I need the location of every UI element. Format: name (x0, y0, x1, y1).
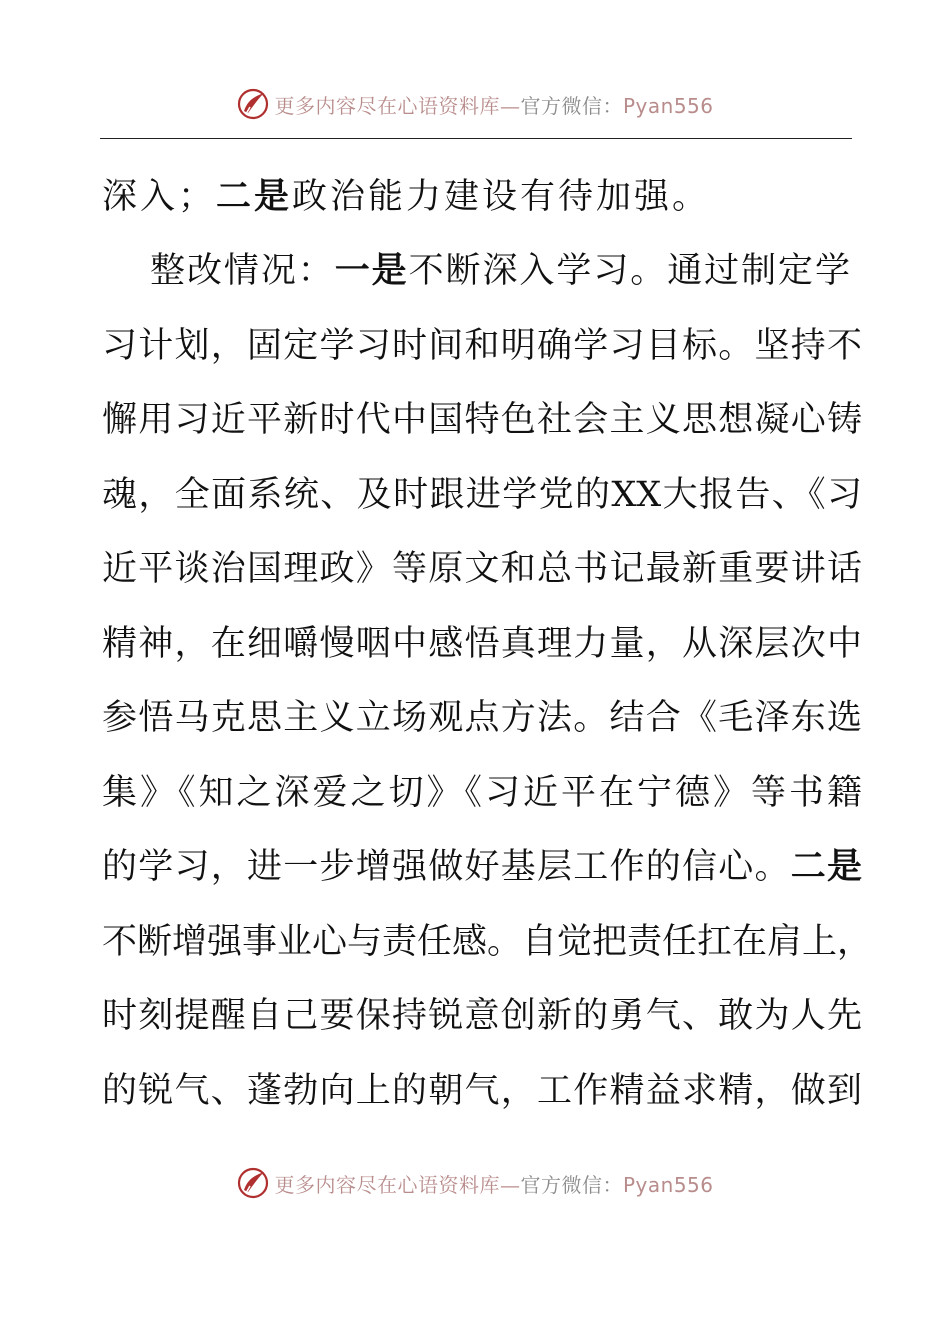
text-line: 整改情况：一是不断深入学习。通过制定学 (150, 251, 850, 291)
text-line: 时刻提醒自己要保持锐意创新的勇气、敢为人先 (102, 996, 862, 1036)
brand-logo-icon (236, 1166, 270, 1200)
text-line: 的锐气、蓬勃向上的朝气，工作精益求精，做到 (102, 1071, 862, 1111)
text-line: 懈用习近平新时代中国特色社会主义思想凝心铸 (102, 400, 862, 440)
text-line: 精神，在细嚼慢咽中感悟真理力量，从深层次中 (102, 624, 862, 664)
text-line: 不断增强事业心与责任感。自觉把责任扛在肩上， (102, 922, 873, 962)
footer-banner (0, 1163, 950, 1203)
text-line: 习计划，固定学习时间和明确学习目标。坚持不 (102, 326, 862, 366)
footer-text: 更多内容尽在心语资料库—官方微信：Pyan556 (274, 1172, 714, 1197)
text-line: 参悟马克思主义立场观点方法。结合《毛泽东选 (102, 698, 862, 738)
header-text: 更多内容尽在心语资料库—官方微信：Pyan556 (274, 93, 714, 118)
text-line: 近平谈治国理政》等原文和总书记最新重要讲话 (102, 549, 862, 589)
text-line: 的学习，进一步增强做好基层工作的信心。二是 (102, 847, 862, 887)
text-line: 魂，全面系统、及时跟进学党的XX大报告、《习 (102, 475, 862, 515)
text-line: 集》《知之深爱之切》《习近平在宁德》等书籍 (102, 773, 862, 813)
text-line: 深入；二是政治能力建设有待加强。 (102, 177, 711, 217)
